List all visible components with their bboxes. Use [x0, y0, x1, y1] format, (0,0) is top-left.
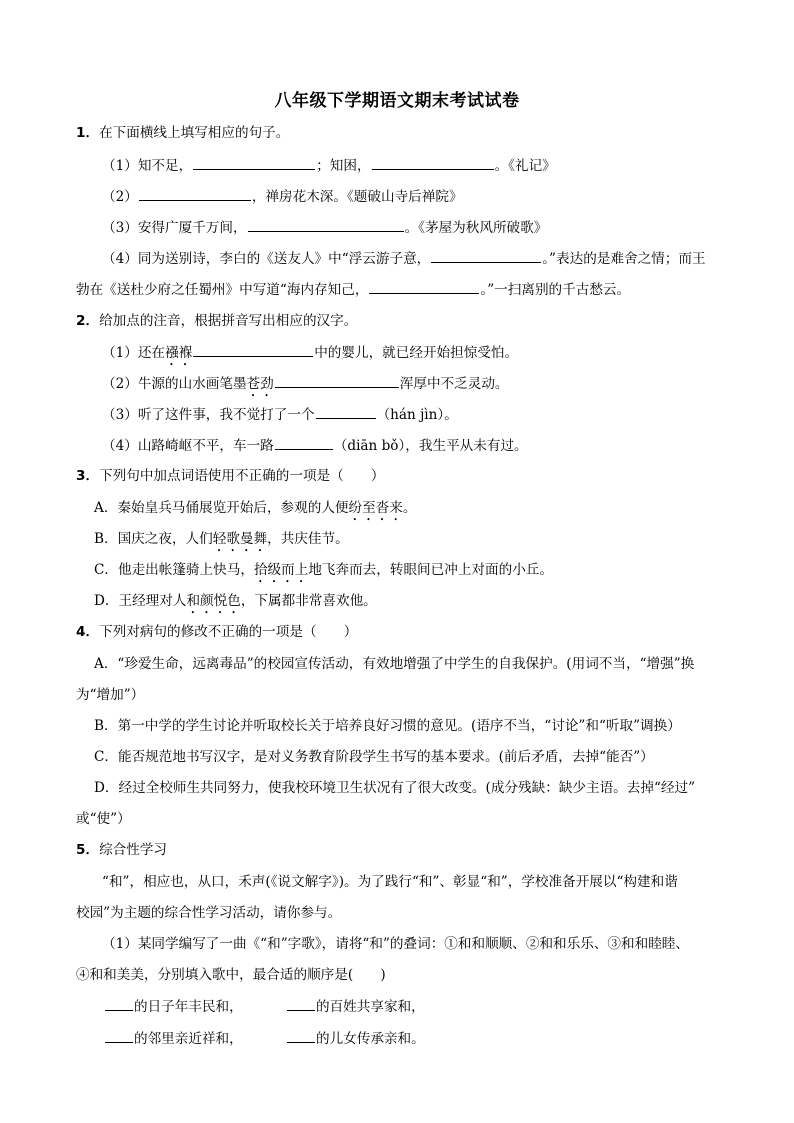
q3-option-c[interactable] [94, 561, 553, 586]
q1-item-5 [76, 280, 630, 299]
item-text: （3）听了这件事，我不觉打了一个 [102, 407, 315, 423]
page-title: 八年级下学期语文期末考试试卷 [274, 91, 520, 111]
question-prompt: 下列句中加点词语使用不正确的一项是（ ） [99, 468, 385, 484]
dotted-word: 苍劲 [246, 376, 274, 392]
item-text: 浑厚中不乏灵动。 [399, 376, 509, 392]
item-text: （1）知不足， [102, 158, 193, 174]
option-text: ，共庆佳节。 [267, 531, 349, 547]
song-line-1-right [286, 997, 425, 1016]
item-text: （3）安得广厦千万间， [102, 220, 247, 236]
answer-blank[interactable] [193, 156, 315, 170]
question-number: 2． [76, 313, 100, 329]
answer-blank[interactable] [287, 1029, 315, 1043]
question-2-header [76, 312, 357, 330]
item-text: ，禅房花木深。《题破山寺后禅院》 [251, 189, 463, 205]
answer-blank[interactable] [139, 187, 251, 201]
q3-option-a[interactable] [94, 499, 416, 524]
q4-option-a[interactable]: A．“珍爱生命，远离毒品”的校园宣传活动，有效地增强了中学生的自我保护。(用词不当，“增强”换 [94, 656, 695, 672]
q1-item-2 [102, 187, 463, 206]
question-5-header [76, 841, 167, 859]
q3-option-b[interactable] [94, 530, 349, 555]
question-number: 4． [76, 624, 100, 640]
item-text: 。”一扫离别的千古愁云。 [480, 282, 631, 298]
answer-blank[interactable] [275, 374, 399, 388]
q4-option-b[interactable]: B．第一中学的学生讨论并听取校长关于培养良好习惯的意见。(语序不当，“讨论”和“听取”调换） [94, 718, 681, 734]
question-prompt: 在下面横线上填写相应的句子。 [99, 125, 290, 141]
answer-blank[interactable] [248, 218, 404, 232]
q4-option-a-cont: 为“增加”） [76, 687, 145, 703]
answer-blank[interactable] [105, 1029, 133, 1043]
item-text: （hán jìn）。 [376, 407, 458, 423]
question-number: 1． [76, 125, 100, 141]
q2-item-2 [102, 374, 509, 400]
item-text: （diān bǒ），我生平从未有过。 [333, 438, 528, 454]
item-text: （1）还在 [102, 345, 166, 361]
question-prompt: 综合性学习 [99, 842, 168, 858]
dotted-word: 轻歌曼舞 [212, 531, 268, 547]
q5-sub1-line-2: ④和和美美，分别填入歌中，最合适的顺序是( ) [76, 967, 386, 983]
item-text: （2）牛源的山水画笔墨 [102, 376, 247, 392]
q1-item-4 [102, 249, 706, 268]
question-prompt: 下列对病句的修改不正确的一项是（ ） [99, 624, 358, 640]
song-line-1-left [104, 997, 243, 1016]
item-text: 。”表达的是难舍之情；而王 [542, 251, 706, 267]
answer-blank[interactable] [316, 405, 376, 419]
answer-blank[interactable] [369, 280, 479, 294]
question-4-header [76, 623, 357, 641]
item-text: （2） [102, 189, 138, 205]
item-text: 。《礼记》 [494, 158, 556, 174]
q2-item-3 [102, 405, 458, 424]
question-3-header [76, 467, 385, 485]
question-number: 5． [76, 842, 100, 858]
song-text: 的邻里亲近祥和， [134, 1031, 243, 1047]
option-text: C．他走出帐篷骑上快马， [94, 562, 254, 578]
option-text: ，下属都非常喜欢他。 [240, 593, 377, 609]
answer-blank[interactable] [287, 997, 315, 1011]
option-text: 地飞奔而去，转眼间已冲上对面的小丘。 [308, 562, 553, 578]
q2-item-4 [102, 436, 528, 455]
answer-blank[interactable] [105, 997, 133, 1011]
item-text: 勃在《送杜少府之任蜀州》中写道“海内存知己， [76, 282, 369, 298]
option-text: D．王经理对人 [94, 593, 187, 609]
q5-sub1-line-1: （1）某同学编写了一曲《“和”字歌》，请将“和”的叠词：①和和顺顺、②和和乐乐、③和和睦睦、 [102, 936, 689, 952]
answer-blank[interactable] [372, 156, 494, 170]
song-text: 的日子年丰民和， [134, 999, 243, 1015]
q2-item-1 [102, 343, 518, 369]
dotted-word: 襁褓 [165, 345, 193, 361]
dotted-word: 拾级而上 [253, 562, 309, 578]
item-text: （4）山路崎岖不平，车一路 [102, 438, 274, 454]
song-text: 的儿女传承亲和。 [316, 1031, 425, 1047]
q4-option-d-cont: 或“使”） [76, 811, 131, 827]
dotted-word: 纷至沓来 [348, 500, 403, 516]
song-line-2-right [286, 1029, 425, 1048]
answer-blank[interactable] [193, 343, 313, 357]
item-text: ；知困， [316, 158, 371, 174]
item-text: （4）同为送别诗，李白的《送友人》中“浮云游子意， [102, 251, 431, 267]
song-line-2-left [104, 1029, 243, 1048]
dotted-word: 和颜悦色 [186, 593, 241, 609]
answer-blank[interactable] [431, 249, 541, 263]
question-number: 3． [76, 468, 100, 484]
q4-option-c[interactable]: C．能否规范地书写汉字，是对义务教育阶段学生书写的基本要求。(前后矛盾，去掉“能否”） [94, 749, 654, 765]
option-text: A．秦始皇兵马俑展览开始后，参观的人便 [94, 500, 349, 516]
q4-option-d[interactable]: D．经过全校师生共同努力，使我校环境卫生状况有了很大改变。(成分残缺：缺少主语。去掉“经过” [94, 780, 696, 796]
q3-option-d[interactable] [94, 592, 377, 617]
q1-item-1 [102, 156, 556, 175]
option-text: B．国庆之夜，人们 [94, 531, 213, 547]
q5-paragraph-line-1: “和”，相应也，从口，禾声(《说文解字》)。为了践行“和”、彰显“和”，学校准备开展以“构建和谐 [102, 874, 678, 890]
option-text: 。 [402, 500, 417, 516]
answer-blank[interactable] [275, 436, 333, 450]
item-text: 中的婴儿，就已经开始担惊受怕。 [314, 345, 519, 361]
song-text: 的百姓共享家和， [316, 999, 425, 1015]
q1-item-3 [102, 218, 547, 237]
question-1-header [76, 124, 289, 142]
item-text: 。《茅屋为秋风所破歌》 [404, 220, 548, 236]
q5-paragraph-line-2: 校园”为主题的综合性学习活动，请你参与。 [76, 905, 342, 921]
question-prompt: 给加点的注音，根据拼音写出相应的汉字。 [99, 313, 358, 329]
